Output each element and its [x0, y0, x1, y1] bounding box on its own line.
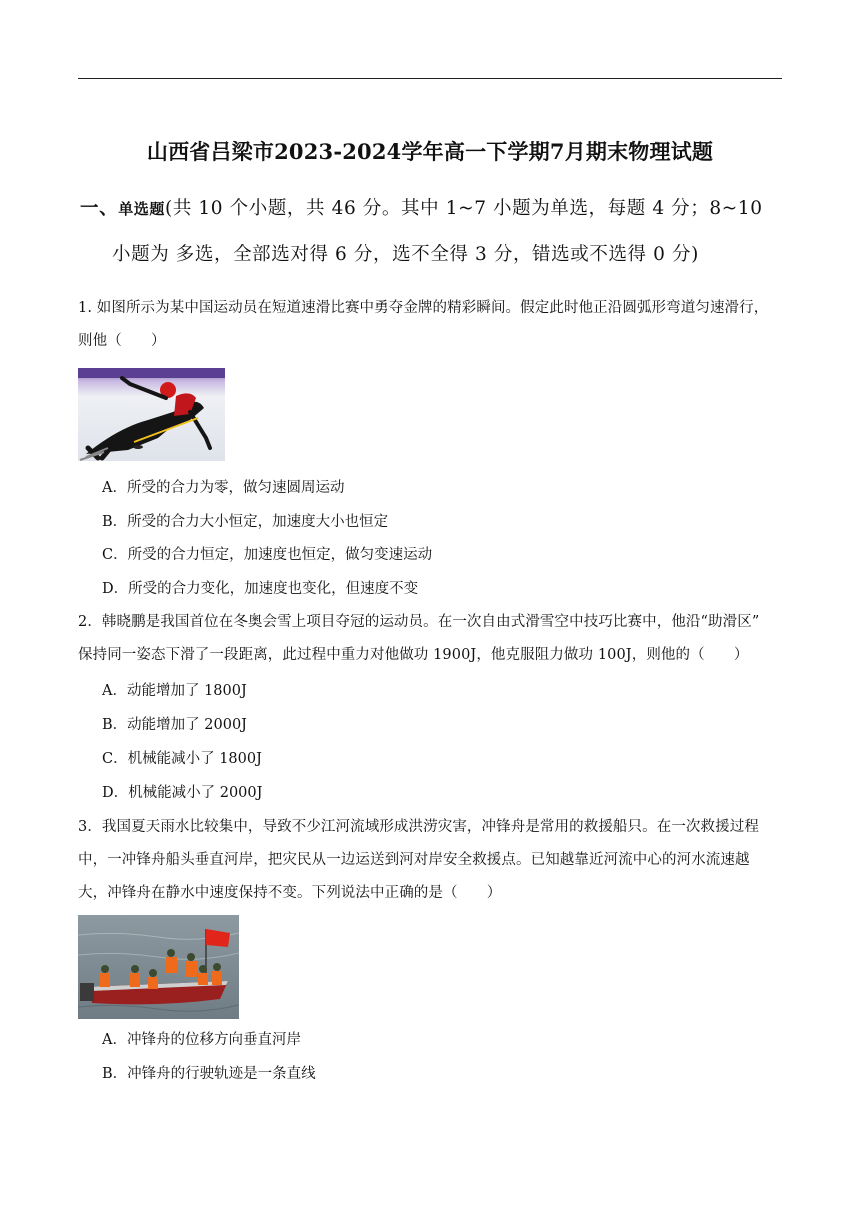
question-2-stem — [78, 606, 784, 672]
q3-option-a: A．冲锋舟的位移方向垂直河岸 — [102, 1032, 301, 1048]
question-3-line1: 3．我国夏天雨水比较集中，导致不少江河流域形成洪涝灾害，冲锋舟是常用的救援船只。在一次救援过程 — [78, 819, 759, 835]
section-desc-line1: (共 10 个小题，共 46 分。其中 1~7 小题为单选，每题 4 分；8~10 — [165, 198, 763, 219]
q2-option-d: D．机械能减小了 2000J — [102, 785, 263, 801]
question-1-line2: 则他（ ） — [78, 333, 166, 349]
q1-option-b: B．所受的合力大小恒定，加速度大小也恒定 — [102, 514, 389, 530]
page-title: 山西省吕梁市2023-2024学年高一下学期7月期末物理试题 — [146, 139, 714, 164]
header-rule — [78, 78, 782, 79]
section-heading — [80, 186, 780, 278]
question-2-line2: 保持同一姿态下滑了一段距离，此过程中重力对他做功 1900J，他克服阻力做功 100J，则他的（ ） — [78, 647, 749, 663]
rescue-boat-photo — [78, 915, 239, 1019]
q1-option-a: A．所受的合力为零，做匀速圆周运动 — [102, 480, 345, 496]
q1-option-d: D．所受的合力变化，加速度也变化，但速度不变 — [102, 581, 419, 597]
question-3-line2: 中，一冲锋舟船头垂直河岸，把灾民从一边运送到河对岸安全救援点。已知越靠近河流中心的河水流速越 — [78, 852, 750, 868]
q2-option-a: A．动能增加了 1800J — [102, 683, 247, 699]
question-3-stem — [78, 811, 784, 910]
q1-option-c: C．所受的合力恒定，加速度也恒定，做匀变速运动 — [102, 547, 433, 563]
q2-option-c: C．机械能减小了 1800J — [102, 751, 262, 767]
q2-option-b: B．动能增加了 2000J — [102, 717, 247, 733]
question-3-line3: 大，冲锋舟在静水中速度保持不变。下列说法中正确的是（ ） — [78, 885, 502, 901]
question-1-stem — [78, 292, 784, 358]
section-name: 单选题 — [118, 200, 166, 218]
section-prefix: 一、 — [80, 198, 119, 219]
section-desc-line2: 小题为 多选，全部选对得 6 分，选不全得 3 分，错选或不选得 0 分) — [112, 244, 699, 265]
speed-skater-photo — [78, 368, 225, 461]
question-2-line1: 2．韩晓鹏是我国首位在冬奥会雪上项目夺冠的运动员。在一次自由式滑雪空中技巧比赛中，他沿“助滑区” — [78, 614, 760, 630]
question-1-line1: 1. 如图所示为某中国运动员在短道速滑比赛中勇夺金牌的精彩瞬间。假定此时他正沿圆弧形弯道匀速滑行， — [78, 300, 769, 316]
q3-option-b: B．冲锋舟的行驶轨迹是一条直线 — [102, 1066, 316, 1082]
